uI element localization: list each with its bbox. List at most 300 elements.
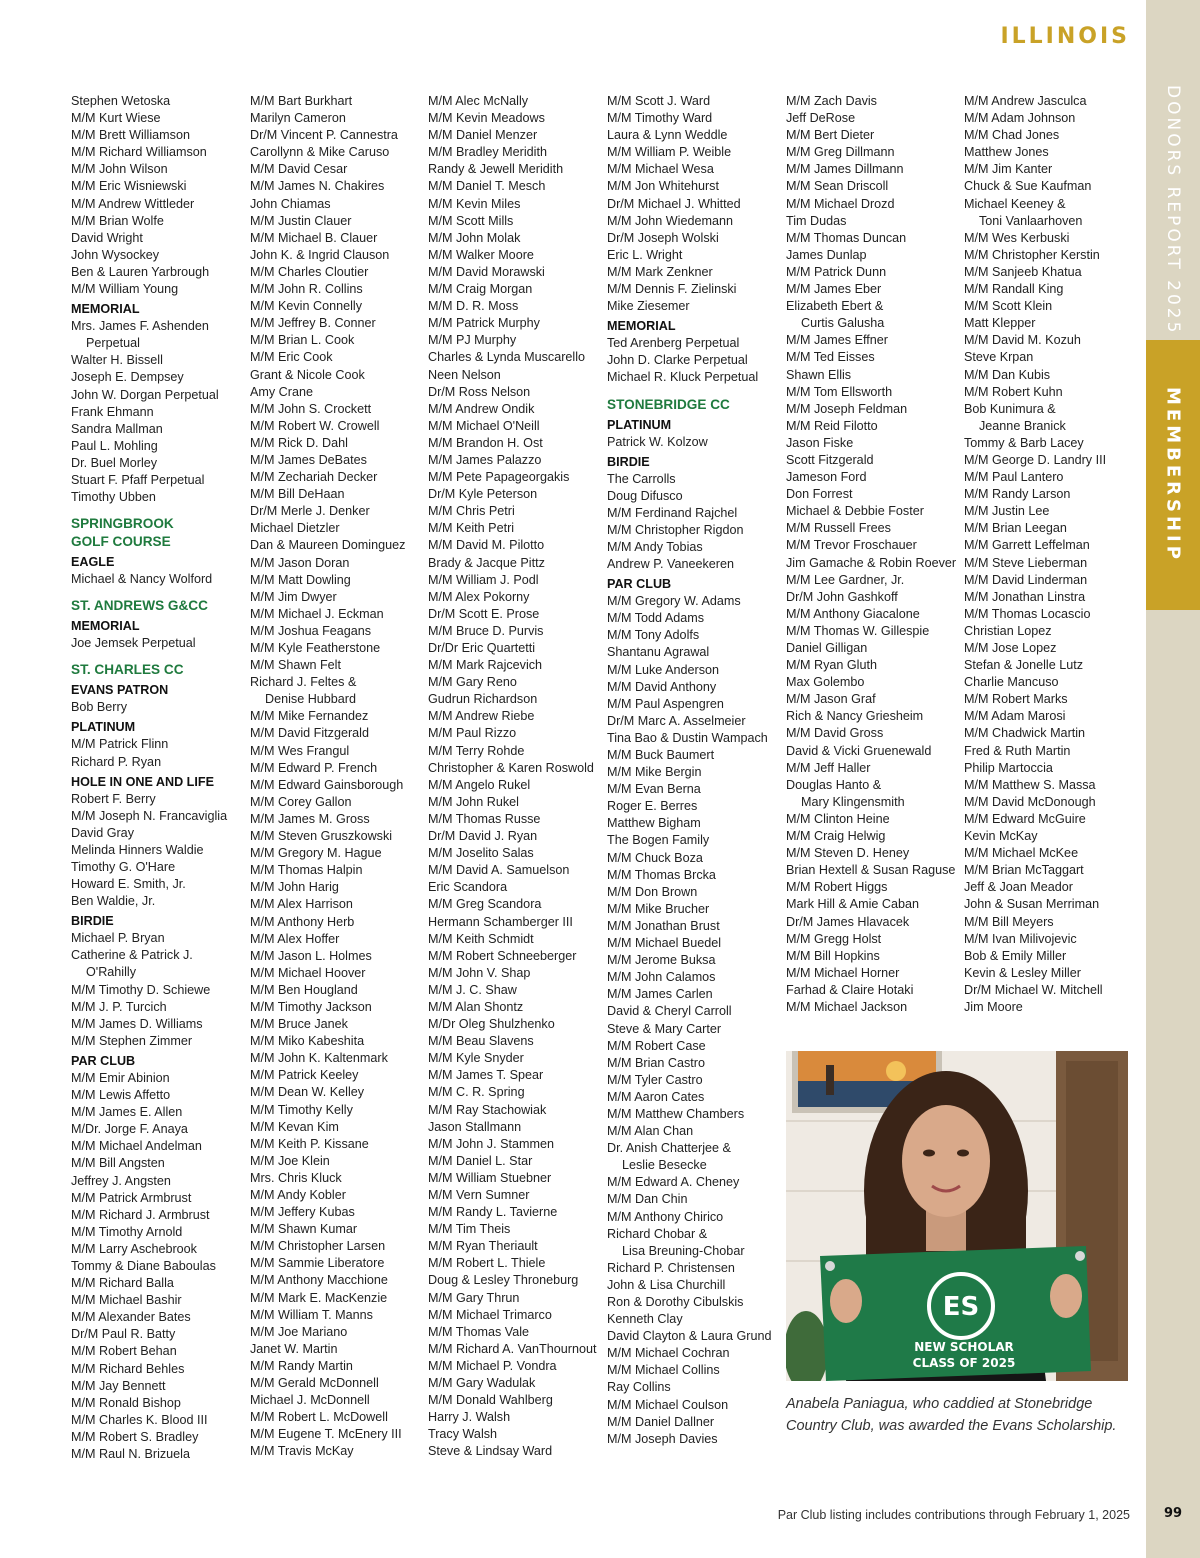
donor-entry: M/M Scott Mills <box>428 213 514 228</box>
donor-entry: Dr/Dr Eric Quartetti <box>428 641 536 655</box>
donor-entry: M/M Daniel Dallner <box>607 1414 715 1429</box>
donor-entry: M/M Corey Gallon <box>250 794 352 809</box>
donor-entry: M/M Alec McNally <box>428 94 529 108</box>
donor-entry: M/M Chad Jones <box>964 128 1060 143</box>
donor-entry: M/M Michael B. Clauer <box>250 230 378 245</box>
donor-entry: M/M Anthony Giacalone <box>786 606 920 621</box>
donor-entry: Mary Klingensmith <box>801 794 905 809</box>
donor-entry: M/M Joe Klein <box>250 1153 330 1168</box>
donor-entry: M/M Timothy D. Schiewe <box>71 982 211 997</box>
donor-entry: Ron & Dorothy Cibulskis <box>607 1295 744 1309</box>
donor-entry: M/M Daniel Menzer <box>428 128 538 143</box>
donor-entry: M/M Michael Buedel <box>607 936 722 951</box>
donor-entry: M/M Michael Bashir <box>71 1293 182 1308</box>
donor-entry: M/M Christopher Larsen <box>250 1239 386 1254</box>
donor-entry: M/M Anthony Macchione <box>250 1273 388 1288</box>
donor-entry: M/M Donald Wahlberg <box>428 1393 553 1408</box>
donor-entry: John & Lisa Churchill <box>607 1277 726 1292</box>
donor-entry: Brian Hextell & Susan Raguse <box>786 863 956 878</box>
donor-entry: The Bogen Family <box>607 833 710 848</box>
donor-entry: M/M Andrew Riebe <box>428 709 535 724</box>
donor-entry: Randy & Jewell Meridith <box>428 162 564 177</box>
donor-entry: M/M Luke Anderson <box>607 662 720 677</box>
donor-entry: Fred & Ruth Martin <box>964 743 1071 758</box>
donor-entry: M/M Mike Brucher <box>607 901 710 916</box>
donor-entry: M/M Wes Frangul <box>250 743 350 758</box>
donor-entry: M/M James T. Spear <box>428 1068 544 1083</box>
donor-entry: M/M Paul Lantero <box>964 470 1064 485</box>
donor-entry: M/M Scott J. Ward <box>607 94 711 108</box>
donor-entry: John D. Clarke Perpetual <box>607 353 748 368</box>
donor-entry: M/M Adam Johnson <box>964 111 1076 126</box>
donor-entry: M/M Sanjeeb Khatua <box>964 264 1082 279</box>
donor-entry: David & Cheryl Carroll <box>607 1004 732 1019</box>
donor-entry: Denise Hubbard <box>265 692 357 707</box>
donor-entry: M/M Jim Kanter <box>964 162 1053 177</box>
donor-entry: M/M Reid Filotto <box>786 418 878 433</box>
donor-entry: Jeff & Joan Meador <box>964 880 1073 895</box>
donor-entry: Ray Collins <box>607 1380 671 1395</box>
donor-entry: M/M David M. Kozuh <box>964 333 1081 348</box>
donor-entry: M/M Randy Larson <box>964 487 1071 502</box>
donor-entry: Matthew Jones <box>964 145 1049 160</box>
donor-entry: M/M Anthony Herb <box>250 914 355 929</box>
giving-level-heading: MEMORIAL <box>71 302 140 317</box>
donor-entry: Michael P. Bryan <box>71 931 165 946</box>
donor-entry: M/M Bradley Meridith <box>428 145 547 160</box>
donor-entry: Jeff DeRose <box>786 111 856 126</box>
donor-entry: Jeanne Branick <box>979 418 1066 433</box>
donor-entry: M/M Brian L. Cook <box>250 333 355 348</box>
donor-entry: Tim Dudas <box>786 213 847 228</box>
donor-entry: Eric L. Wright <box>607 247 683 262</box>
donor-entry: M/M Thomas Duncan <box>786 230 907 245</box>
donor-entry: M/M William T. Manns <box>250 1307 373 1322</box>
donor-entry: M/M Richard A. VanThournout <box>428 1341 597 1356</box>
donor-entry: M/M David McDonough <box>964 794 1096 809</box>
donor-entry: M/M Dennis F. Zielinski <box>607 282 737 297</box>
donor-entry: M/M Robert L. Thiele <box>428 1256 546 1271</box>
donor-entry: Richard Chobar & <box>607 1226 708 1241</box>
donor-entry: M/M John V. Shap <box>428 965 531 980</box>
donor-entry: M/M PJ Murphy <box>428 333 517 348</box>
donor-entry: Michael R. Kluck Perpetual <box>607 370 759 385</box>
donor-entry: Mark Hill & Amie Caban <box>786 897 919 912</box>
donor-entry: M/M Gregg Holst <box>786 931 882 946</box>
donor-entry: Matt Klepper <box>964 316 1036 331</box>
donor-entry: M/M Kyle Snyder <box>428 1051 524 1066</box>
donor-entry: Michael & Nancy Wolford <box>71 572 213 587</box>
donor-entry: M/M Todd Adams <box>607 611 705 626</box>
donor-entry: M/M Joselito Salas <box>428 846 534 861</box>
donor-entry: M/M Tom Ellsworth <box>786 384 893 399</box>
donor-entry: M/M Alex Harrison <box>250 897 353 912</box>
donor-entry: M/M Michael Hoover <box>250 965 366 980</box>
donor-entry: M/M Robert Case <box>607 1038 706 1053</box>
donor-entry: M/M Vern Sumner <box>428 1188 530 1202</box>
donor-entry: M/M James N. Chakires <box>250 179 385 194</box>
donor-entry: M/M Greg Dillmann <box>786 145 895 160</box>
donor-entry: M/M Patrick Keeley <box>250 1068 359 1083</box>
donor-entry: M/M Bruce Janek <box>250 1017 348 1032</box>
donor-entry: M/M Shawn Kumar <box>250 1222 358 1237</box>
donor-entry: Neen Nelson <box>428 367 501 382</box>
donor-entry: M/M Brandon H. Ost <box>428 435 543 450</box>
donor-entry: M/M Randall King <box>964 282 1064 297</box>
donor-entry: M/M Don Brown <box>607 884 698 899</box>
donor-entry: M/M Michael Collins <box>607 1363 720 1378</box>
donor-entry: Jason Stallmann <box>428 1119 522 1134</box>
footer-note: Par Club listing includes contributions through February 1, 2025 <box>777 1508 1130 1522</box>
giving-level-heading: BIRDIE <box>71 914 114 929</box>
donor-entry: M/M James D. Williams <box>71 1016 203 1031</box>
giving-level-heading: EVANS PATRON <box>71 683 169 698</box>
donor-entry: Dr/M Joseph Wolski <box>607 230 719 245</box>
donor-entry: M/M Robert S. Bradley <box>71 1429 199 1444</box>
donor-entry: M/M Eric Cook <box>250 350 333 365</box>
donor-entry: Patrick W. Kolzow <box>607 434 708 449</box>
donor-entry: Lisa Breuning-Chobar <box>622 1243 745 1258</box>
donor-entry: M/M Jeff Haller <box>786 760 871 775</box>
donor-entry: Steve & Mary Carter <box>607 1021 722 1036</box>
donor-entry: M/M Kevin Connelly <box>250 299 362 314</box>
page-number: 99 <box>1163 1506 1183 1521</box>
scholar-photo <box>786 1051 1128 1381</box>
donor-entry: Jim Moore <box>964 999 1023 1014</box>
donor-entry: M/M Timothy Ward <box>607 111 713 126</box>
donor-entry: M/M Thomas Russe <box>428 811 541 826</box>
donor-entry: M/M Lee Gardner, Jr. <box>786 572 905 587</box>
donor-entry: Timothy Ubben <box>71 490 156 505</box>
donor-entry: M/M Kevin Meadows <box>428 111 545 126</box>
donor-entry: M/M Steven Gruszkowski <box>250 829 393 844</box>
donor-entry: Walter H. Bissell <box>71 353 163 368</box>
giving-level-heading: EAGLE <box>71 555 115 570</box>
donor-column-5 <box>786 93 962 1016</box>
donor-entry: M/M Walker Moore <box>428 247 534 262</box>
donor-entry: M/M Miko Kabeshita <box>250 1034 365 1049</box>
donor-entry: M/M Larry Aschebrook <box>71 1241 197 1256</box>
donor-entry: M/M Kevin Miles <box>428 196 521 211</box>
donor-entry: Dan & Maureen Dominguez <box>250 538 406 553</box>
giving-level-heading: PAR CLUB <box>607 577 672 592</box>
donor-entry: Timothy G. O'Hare <box>71 860 176 874</box>
donor-entry: M/M Trevor Froschauer <box>786 538 917 553</box>
donor-entry: M/M William Young <box>71 282 179 297</box>
donor-entry: M/M Michael J. Eckman <box>250 606 384 621</box>
donor-entry: Jeffrey J. Angsten <box>71 1173 171 1188</box>
donor-entry: M/M Gary Wadulak <box>428 1376 536 1391</box>
donor-entry: M/M Michael Horner <box>786 965 900 980</box>
donor-entry: M/M Kurt Wiese <box>71 111 161 126</box>
donor-entry: M/M J. P. Turcich <box>71 999 167 1014</box>
donor-entry: M/M Daniel T. Mesch <box>428 179 546 194</box>
donor-entry: Douglas Hanto & <box>786 777 882 792</box>
donor-entry: M/M Edward P. French <box>250 760 378 775</box>
donor-entry: Mrs. James F. Ashenden <box>71 319 209 334</box>
donor-entry: M/M Terry Rohde <box>428 743 525 758</box>
donor-entry: M/M Brian McTaggart <box>964 863 1084 878</box>
donor-entry: M/M Thomas Vale <box>428 1324 530 1339</box>
giving-level-heading: MEMORIAL <box>71 619 140 634</box>
donor-entry: M/M Eric Wisniewski <box>71 179 187 194</box>
donor-entry: M/M John Molak <box>428 230 521 245</box>
donor-entry: Dr/M Michael W. Mitchell <box>964 982 1103 997</box>
donor-entry: M/M Brian Castro <box>607 1055 705 1070</box>
donor-entry: Bob Berry <box>71 700 127 715</box>
donor-entry: M/M David M. Pilotto <box>428 538 545 553</box>
donor-entry: M/M Jose Lopez <box>964 641 1057 655</box>
donor-entry: M/M Wes Kerbuski <box>964 230 1070 245</box>
donor-entry: M/M Joe Mariano <box>250 1324 348 1339</box>
donor-entry: M/M William P. Weible <box>607 145 732 160</box>
donor-column-2 <box>250 93 426 1461</box>
donor-entry: M/M Patrick Murphy <box>428 316 540 331</box>
donor-entry: M/M Jason Doran <box>250 555 350 570</box>
donor-entry: David Gray <box>71 825 134 840</box>
donor-entry: M/M David Fitzgerald <box>250 726 369 741</box>
donor-entry: M/M Robert Higgs <box>786 880 888 895</box>
donor-entry: M/M Alan Shontz <box>428 999 524 1014</box>
donor-entry: M/M John Harig <box>250 880 339 895</box>
donor-entry: M/M Robert L. McDowell <box>250 1410 388 1425</box>
donor-column-4 <box>607 93 783 1448</box>
donor-entry: M/M Gary Reno <box>428 675 517 690</box>
giving-level-heading: HOLE IN ONE AND LIFE <box>71 774 214 789</box>
donor-entry: M/M David Anthony <box>607 679 717 694</box>
donor-entry: M/M Mark E. MacKenzie <box>250 1290 388 1305</box>
donor-entry: M/M Zechariah Decker <box>250 470 378 485</box>
donor-entry: M/M C. R. Spring <box>428 1085 525 1100</box>
donor-entry: M/M William J. Podl <box>428 572 539 587</box>
donor-entry: M/M Alex Pokorny <box>428 589 530 604</box>
donor-entry: James Dunlap <box>786 247 867 262</box>
donor-entry: M/M Bart Burkhart <box>250 94 353 108</box>
donor-entry: David Wright <box>71 230 143 245</box>
donor-entry: M/M Paul Rizzo <box>428 726 517 741</box>
donor-entry: Tracy Walsh <box>428 1427 498 1442</box>
club-heading: ST. CHARLES CC <box>71 662 184 678</box>
donor-entry: Dr/M Paul R. Batty <box>71 1327 176 1342</box>
donor-entry: M/M Scott Klein <box>964 299 1053 314</box>
donor-entry: Dr/M David J. Ryan <box>428 829 538 844</box>
donor-entry: M/M Garrett Leffelman <box>964 538 1090 553</box>
donor-entry: M/M J. C. Shaw <box>428 982 517 997</box>
donor-entry: M/M Mike Fernandez <box>250 709 369 724</box>
donor-entry: M/M Charles K. Blood III <box>71 1412 208 1427</box>
donor-entry: M/M Emir Abinion <box>71 1070 170 1085</box>
donor-entry: M/M Beau Slavens <box>428 1034 534 1049</box>
donor-entry: M/M John S. Crockett <box>250 401 372 416</box>
donor-entry: M/M Chris Petri <box>428 504 515 519</box>
donor-entry: Sandra Mallman <box>71 421 163 436</box>
donor-entry: M/M Jon Whitehurst <box>607 179 719 194</box>
donor-entry: M/M Mark Rajcevich <box>428 658 543 673</box>
donor-entry: Grant & Nicole Cook <box>250 367 365 382</box>
donor-entry: M/M Robert Schneeberger <box>428 948 577 963</box>
donor-entry: M/M Thomas Halpin <box>250 863 363 878</box>
donor-entry: Dr/M Vincent P. Cannestra <box>250 128 398 143</box>
donor-entry: M/M Patrick Armbrust <box>71 1190 192 1205</box>
donor-entry: Janet W. Martin <box>250 1341 338 1356</box>
donor-entry: Brady & Jacque Pittz <box>428 555 545 570</box>
donor-entry: Michael J. McDonnell <box>250 1393 370 1408</box>
donor-entry: Richard P. Christensen <box>607 1260 735 1275</box>
donor-entry: John K. & Ingrid Clauson <box>250 247 390 262</box>
donor-entry: M/M Matt Dowling <box>250 572 351 587</box>
donor-entry: Matthew Bigham <box>607 816 701 831</box>
donor-entry: M/M Andrew Jasculca <box>964 94 1087 108</box>
donor-entry: M/M Jonathan Brust <box>607 918 720 933</box>
section-title: MEMBERSHIP <box>1162 387 1184 563</box>
donor-entry: Philip Martoccia <box>964 760 1053 775</box>
donor-entry: M/M Michael O'Neill <box>428 418 540 433</box>
donor-entry: M/M John K. Kaltenmark <box>250 1051 388 1066</box>
donor-entry: Mike Ziesemer <box>607 299 690 314</box>
donor-entry: M/M Richard J. Armbrust <box>71 1207 210 1222</box>
donor-entry: M/M Sammie Liberatore <box>250 1256 385 1271</box>
donor-entry: John Wysockey <box>71 247 160 262</box>
donor-entry: M/M Richard Williamson <box>71 145 207 160</box>
donor-entry: M/M Jerome Buksa <box>607 953 716 968</box>
donor-entry: Stefan & Jonelle Lutz <box>964 658 1084 673</box>
donor-entry: M/M Bill Hopkins <box>786 948 880 963</box>
donor-entry: M/M Ted Eisses <box>786 350 875 365</box>
donor-column-3 <box>428 93 604 1461</box>
donor-entry: M/M Jason L. Holmes <box>250 948 372 963</box>
donor-entry: M/M Brian Leegan <box>964 521 1067 536</box>
donor-entry: M/M Patrick Flinn <box>71 737 169 752</box>
donor-entry: M/M John Wilson <box>71 162 168 177</box>
donor-entry: Curtis Galusha <box>801 316 885 331</box>
donor-entry: M/M Thomas Brcka <box>607 867 716 882</box>
donor-entry: Daniel Gilligan <box>786 641 868 655</box>
donor-entry: M/M Ray Stachowiak <box>428 1102 547 1117</box>
donor-entry: M/M Gerald McDonnell <box>250 1376 379 1391</box>
donor-entry: M/M Michael Drozd <box>786 196 895 211</box>
donor-entry: M/M Jason Graf <box>786 692 876 707</box>
donor-entry: M/M John Wiedemann <box>607 213 733 228</box>
donor-entry: John & Susan Merriman <box>964 897 1100 912</box>
donor-entry: Christian Lopez <box>964 623 1052 638</box>
donor-entry: M/M Steve Lieberman <box>964 555 1088 570</box>
donor-entry: M/M James M. Gross <box>250 811 370 826</box>
donor-entry: M/M Adam Marosi <box>964 709 1066 724</box>
donor-entry: M/M Joseph N. Francaviglia <box>71 808 228 823</box>
donor-entry: Shawn Ellis <box>786 367 852 382</box>
donor-entry: M/M Jeffrey B. Conner <box>250 316 376 331</box>
donor-entry: Shantanu Agrawal <box>607 645 710 660</box>
donor-entry: M/M Timothy Kelly <box>250 1102 353 1117</box>
donor-entry: M/M Michael McKee <box>964 846 1079 861</box>
donor-entry: M/M Charles Cloutier <box>250 264 369 279</box>
donor-entry: M/M Thomas Locascio <box>964 606 1091 621</box>
donor-entry: M/M James Palazzo <box>428 452 542 467</box>
donor-entry: M/M Eugene T. McEnery III <box>250 1427 402 1442</box>
photo-caption: Anabela Paniagua, who caddied at Stonebridge Country Club, was awarded the Evans Scholarship. <box>786 1396 1117 1434</box>
giving-level-heading: PLATINUM <box>607 417 672 432</box>
club-heading: GOLF COURSE <box>71 534 171 550</box>
donor-entry: Charlie Mancuso <box>964 675 1059 690</box>
donor-entry: John W. Dorgan Perpetual <box>71 387 219 402</box>
club-heading: ST. ANDREWS G&CC <box>71 598 208 614</box>
donor-entry: M/M Raul N. Brizuela <box>71 1447 190 1461</box>
donor-entry: Amy Crane <box>250 384 313 399</box>
donor-entry: M/M Andy Tobias <box>607 539 703 554</box>
donor-entry: M/M Michael Coulson <box>607 1397 729 1412</box>
donor-entry: M/M Russell Frees <box>786 521 891 536</box>
donor-entry: Stephen Wetoska <box>71 94 171 108</box>
donor-entry: Joseph E. Dempsey <box>71 370 184 385</box>
donor-entry: Catherine & Patrick J. <box>71 948 193 963</box>
giving-level-heading: BIRDIE <box>607 454 650 469</box>
donor-entry: M/M Justin Clauer <box>250 213 352 228</box>
donor-entry: M/M Richard Balla <box>71 1276 174 1291</box>
donor-entry: Tina Bao & Dustin Wampach <box>607 730 768 745</box>
donor-entry: Max Golembo <box>786 675 865 690</box>
donor-entry: M/M Jeffery Kubas <box>250 1205 355 1220</box>
donor-entry: M/M John Rukel <box>428 794 519 809</box>
donor-entry: O'Rahilly <box>86 965 136 980</box>
donor-entry: M/M Jay Bennett <box>71 1378 166 1393</box>
donor-entry: M/M John J. Stammen <box>428 1136 554 1151</box>
donor-entry: M/M Greg Scandora <box>428 897 542 912</box>
donor-entry: M/M D. R. Moss <box>428 299 519 314</box>
donor-entry: M/M Joseph Davies <box>607 1431 718 1446</box>
donor-entry: M/M Tony Adolfs <box>607 628 700 643</box>
donor-entry: Jim Gamache & Robin Roever <box>786 555 957 570</box>
giving-level-heading: PAR CLUB <box>71 1053 136 1068</box>
donor-entry: David & Vicki Gruenewald <box>786 743 932 758</box>
donor-entry: M/M Edward McGuire <box>964 811 1086 826</box>
donor-entry: Dr/M Kyle Peterson <box>428 487 538 502</box>
donor-entry: M/M Bill Angsten <box>71 1156 165 1171</box>
donor-entry: M/M David Gross <box>786 726 884 741</box>
giving-level-heading: MEMORIAL <box>607 319 676 334</box>
donor-entry: The Carrolls <box>607 471 676 486</box>
donor-entry: M/M Timothy Jackson <box>250 999 372 1014</box>
donor-entry: Christopher & Karen Roswold <box>428 760 594 775</box>
donor-entry: Stuart F. Pfaff Perpetual <box>71 472 205 487</box>
donor-entry: M/M James Dillmann <box>786 162 904 177</box>
donor-entry: M/Dr. Jorge F. Anaya <box>71 1122 188 1137</box>
donor-entry: M/M Buck Baumert <box>607 748 715 762</box>
donor-entry: M/M Gregory W. Adams <box>607 594 741 609</box>
donor-entry: M/M Aaron Cates <box>607 1089 705 1104</box>
donor-entry: M/M Edward Gainsborough <box>250 777 404 792</box>
donor-entry: Michael Keeney & <box>964 196 1066 211</box>
donor-entry: Tommy & Diane Baboulas <box>71 1258 216 1273</box>
donor-entry: Kenneth Clay <box>607 1312 683 1327</box>
donor-entry: M/M Brett Williamson <box>71 128 190 143</box>
donor-entry: M/M Robert Kuhn <box>964 384 1063 399</box>
donor-entry: M/M Christopher Kerstin <box>964 247 1100 262</box>
donor-entry: Dr/M John Gashkoff <box>786 589 898 604</box>
donor-entry: M/M Clinton Heine <box>786 811 890 826</box>
donor-entry: Melinda Hinners Waldie <box>71 842 204 857</box>
donor-entry: Tommy & Barb Lacey <box>964 435 1084 450</box>
donor-entry: M/M Craig Helwig <box>786 829 886 844</box>
donor-entry: Bob Kunimura & <box>964 401 1056 416</box>
donor-entry: Michael Dietzler <box>250 521 340 536</box>
donor-entry: Doug & Lesley Throneburg <box>428 1273 579 1288</box>
club-heading: STONEBRIDGE CC <box>607 396 730 412</box>
donor-entry: M/M Michael Wesa <box>607 162 714 177</box>
donor-entry: Hermann Schamberger III <box>428 914 573 929</box>
donor-column-6 <box>964 93 1140 1016</box>
donor-entry: M/M Sean Driscoll <box>786 179 889 194</box>
donor-entry: M/M Andrew Ondik <box>428 401 535 416</box>
